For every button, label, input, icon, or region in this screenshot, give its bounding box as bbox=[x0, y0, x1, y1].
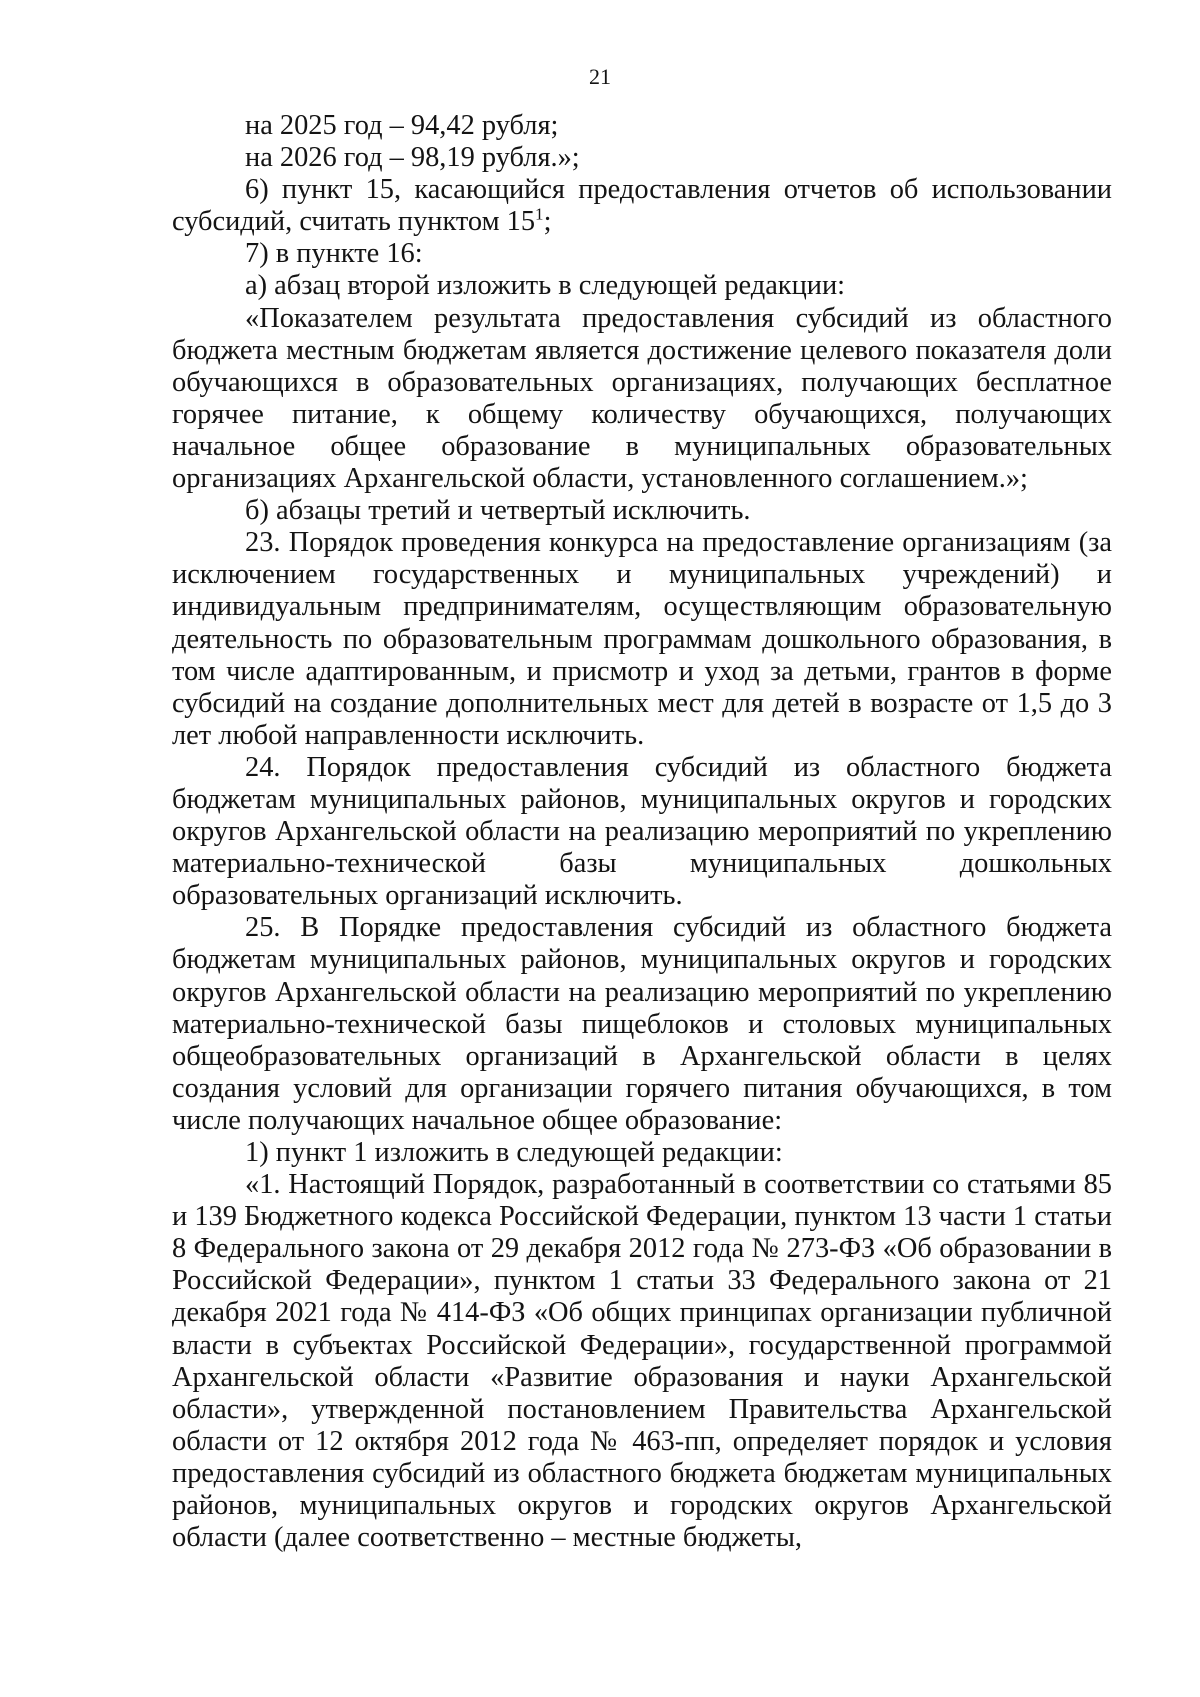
paragraph-section-25: 25. В Порядке предоставления субсидий из областного бюджета бюджетам муниципальных районов, муниципальных округов и городских округов Архангельской области на реализацию мероприятий по укреплению материально-технической базы пищеблоков и столовых муниципальных общеобразовательных организаций в Архангельской области в целях создания условий для организации горячего питания обучающихся, в том числе получающих начальное общее образование: bbox=[172, 912, 1112, 1136]
paragraph-item-7a: а) абзац второй изложить в следующей редакции: bbox=[245, 270, 846, 302]
paragraph-item-6 bbox=[172, 174, 1112, 238]
paragraph-item-6-punct: ; bbox=[543, 206, 552, 238]
document-body bbox=[172, 110, 1112, 1554]
paragraph-rate-2026: на 2026 год – 98,19 рубля.»; bbox=[245, 142, 580, 174]
superscript-index: 1 bbox=[535, 204, 544, 224]
paragraph-quote-indicator: «Показателем результата предоставления субсидий из областного бюджета местным бюджетам является достижение целевого показателя доли обучающихся в образовательных организациях, получающих бесплатное горячее питание, к общему количеству обучающихся, получающих начальное общее образование в муниципальных образовательных организациях Архангельской области, установленного соглашением.»; bbox=[172, 302, 1112, 495]
paragraph-section-24: 24. Порядок предоставления субсидий из областного бюджета бюджетам муниципальных районов, муниципальных округов и городских округов Архангельской области на реализацию мероприятий по укреплению материально-технической базы муниципальных дошкольных образовательных организаций исключить. bbox=[172, 751, 1112, 912]
page-number: 21 bbox=[589, 64, 611, 89]
paragraph-item-7: 7) в пункте 16: bbox=[245, 238, 423, 270]
paragraph-rate-2025: на 2025 год – 94,42 рубля; bbox=[245, 110, 559, 141]
paragraph-section-23: 23. Порядок проведения конкурса на предоставление организациям (за исключением государственных и муниципальных учреждений) и индивидуальным предпринимателям, осуществляющим образовательную деятельность по образовательным программам дошкольного образования, в том числе адаптированным, и присмотр и уход за детьми, грантов в форме субсидий на создание дополнительных мест для детей в возрасте от 1,5 до 3 лет любой направленности исключить. bbox=[172, 527, 1112, 751]
paragraph-item-7b: б) абзацы третий и четвертый исключить. bbox=[245, 495, 751, 527]
paragraph-item-6-text: 6) пункт 15, касающийся предоставления отчетов об использовании субсидий, считать пунктом 15 bbox=[172, 174, 1112, 238]
paragraph-item-1: 1) пункт 1 изложить в следующей редакции: bbox=[245, 1137, 783, 1168]
paragraph-quote-order: «1. Настоящий Порядок, разработанный в соответствии со статьями 85 и 139 Бюджетного кодекса Российской Федерации, пунктом 13 части 1 статьи 8 Федерального закона от 29 декабря 2012 года № 273-ФЗ «Об образовании в Российской Федерации», пунктом 1 статьи 33 Федерального закона от 21 декабря 2021 года № 414-ФЗ «Об общих принципах организации публичной власти в субъектах Российской Федерации», государственной программой Архангельской области «Развитие образования и науки Архангельской области», утвержденной постановлением Правительства Архангельской области от 12 октября 2012 года № 463-пп, определяет порядок и условия предоставления субсидий из областного бюджета бюджетам муниципальных районов, муниципальных округов и городских округов Архангельской области (далее соответственно – местные бюджеты, bbox=[172, 1169, 1112, 1554]
